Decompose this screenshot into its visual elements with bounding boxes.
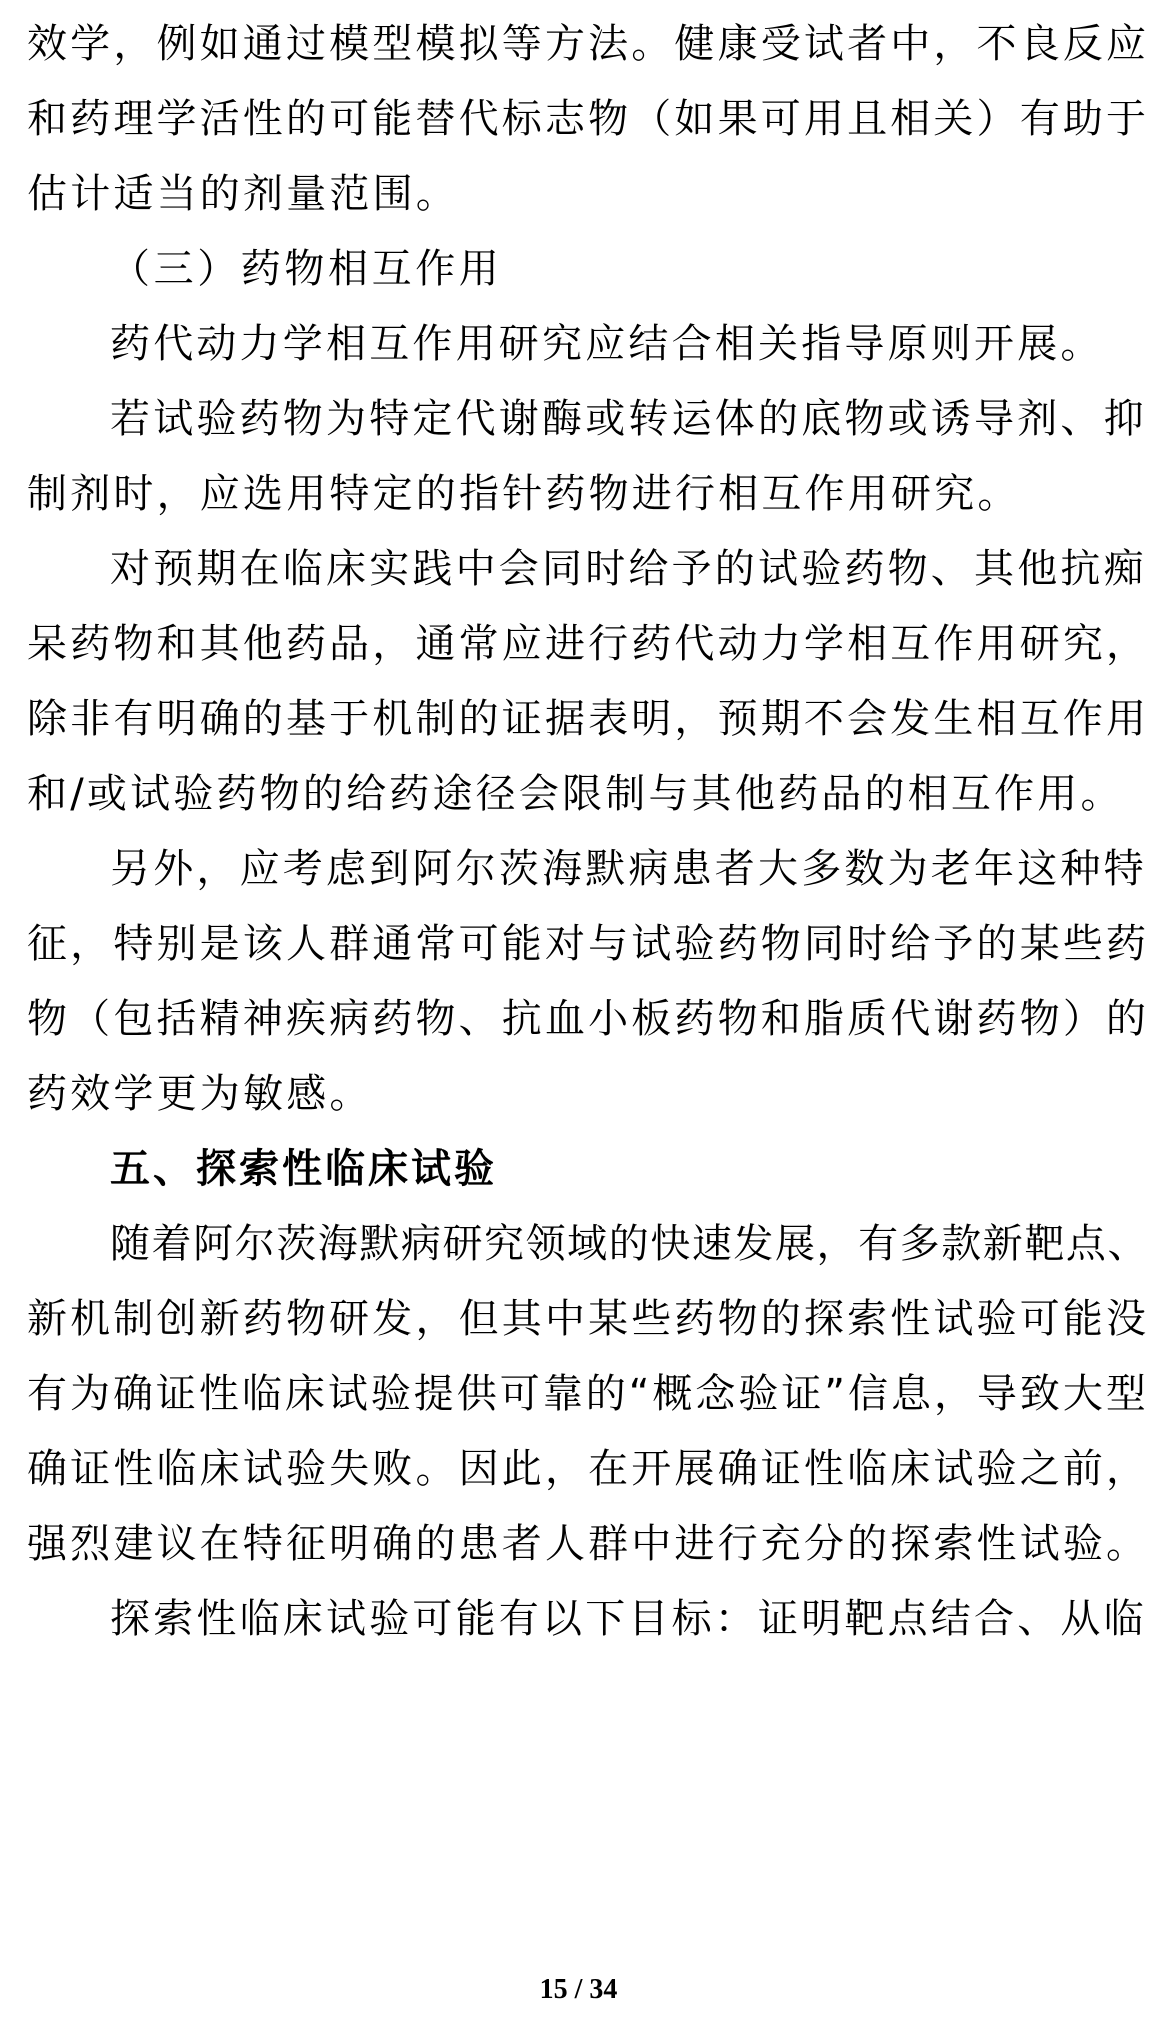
page-number: 15 / 34 xyxy=(539,1974,618,2005)
section-subheading: （三）药物相互作用 xyxy=(110,246,503,292)
paragraph-start-line: 随着阿尔茨海默病研究领域的快速发展，有多款新靶点、 xyxy=(110,1221,1149,1267)
body-text-line: 呆药物和其他药品，通常应进行药代动力学相互作用研究， xyxy=(27,621,1150,667)
body-text-line: 制剂时，应选用特定的指针药物进行相互作用研究。 xyxy=(27,471,1021,517)
paragraph-start-line: 若试验药物为特定代谢酶或转运体的底物或诱导剂、抑 xyxy=(110,396,1147,442)
paragraph-start-line: 对预期在临床实践中会同时给予的试验药物、其他抗痴 xyxy=(110,546,1147,592)
paragraph-start-line: 药代动力学相互作用研究应结合相关指导原则开展。 xyxy=(110,321,1104,367)
body-text-line: 物（包括精神疾病药物、抗血小板药物和脂质代谢药物）的 xyxy=(27,996,1150,1042)
body-text-line: 效学，例如通过模型模拟等方法。健康受试者中，不良反应 xyxy=(27,21,1150,67)
paragraph-start-line: 探索性临床试验可能有以下目标：证明靶点结合、从临 xyxy=(110,1596,1147,1642)
section-heading: 五、探索性临床试验 xyxy=(110,1146,497,1192)
body-text-line: 确证性临床试验失败。因此，在开展确证性临床试验之前， xyxy=(27,1446,1150,1492)
body-text-line: 和药理学活性的可能替代标志物（如果可用且相关）有助于 xyxy=(27,96,1150,142)
body-text-line: 强烈建议在特征明确的患者人群中进行充分的探索性试验。 xyxy=(27,1521,1150,1567)
body-text-line: 征，特别是该人群通常可能对与试验药物同时给予的某些药 xyxy=(27,921,1150,967)
body-text-line: 和/或试验药物的给药途径会限制与其他药品的相互作用。 xyxy=(27,771,1124,817)
body-text-line: 新机制创新药物研发，但其中某些药物的探索性试验可能没 xyxy=(27,1296,1150,1342)
paragraph-start-line: 另外，应考虑到阿尔茨海默病患者大多数为老年这种特 xyxy=(110,846,1147,892)
body-text-line: 除非有明确的基于机制的证据表明，预期不会发生相互作用 xyxy=(27,696,1150,742)
body-text-line: 药效学更为敏感。 xyxy=(27,1071,373,1117)
body-text-line: 有为确证性临床试验提供可靠的“概念验证”信息，导致大型 xyxy=(27,1371,1149,1417)
body-text-line: 估计适当的剂量范围。 xyxy=(27,171,459,217)
